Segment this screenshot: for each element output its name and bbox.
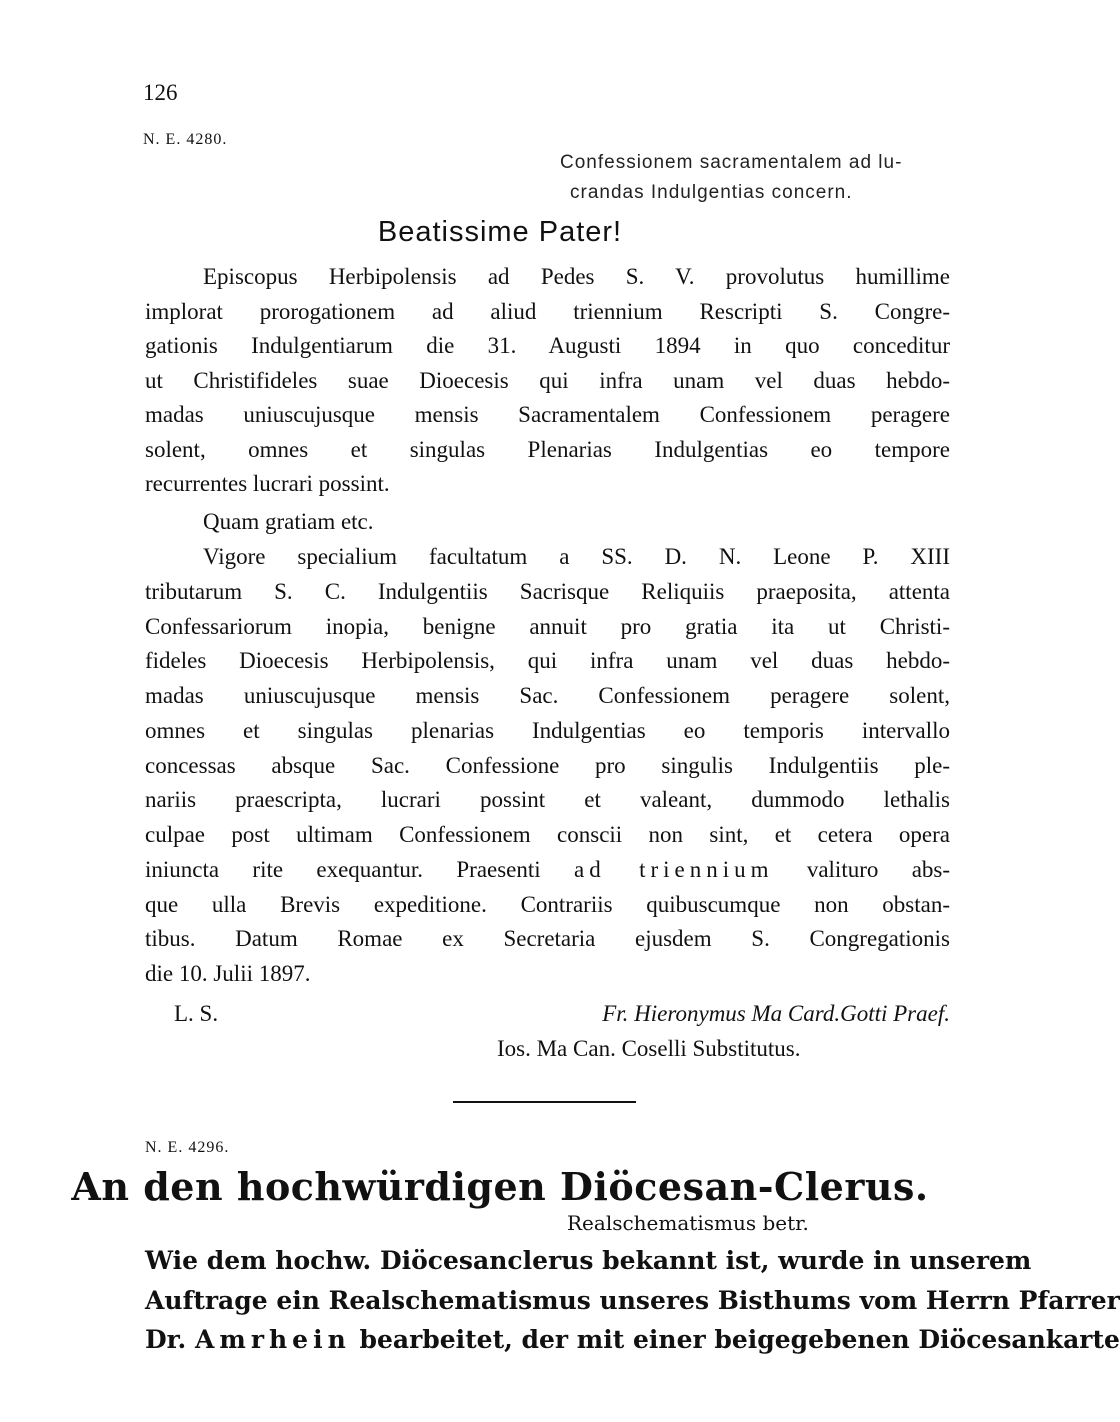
rescript-text: iniuncta rite exequantur. Praesenti (145, 857, 541, 882)
page-number: 126 (143, 80, 178, 105)
seal-mark: L. S. (174, 1001, 219, 1026)
rescript-line: tibus. Datum Romae ex Secretaria ejusdem S. Congregationis (145, 926, 950, 951)
salutation: Beatissime Pater! (377, 216, 623, 248)
body-text: Dr. (145, 1325, 187, 1354)
spaced-emphasis: triennium (639, 857, 774, 882)
rescript-line: die 10. Julii 1897. (145, 961, 311, 986)
body-line: Wie dem hochw. Diöcesanclerus bekannt ist, wurde in unserem (145, 1246, 1032, 1275)
section-divider (453, 1101, 636, 1103)
rescript-line: concessas absque Sac. Confessione pro singulis Indulgentiis ple- (145, 753, 950, 778)
rescript-line: Confessariorum inopia, benigne annuit pro gratia ita ut Christi- (145, 614, 950, 639)
subject-line: Confessionem sacramentalem ad lu- (560, 152, 903, 173)
subject-note (560, 148, 960, 208)
petition-line: recurrentes lucrari possint. (145, 471, 390, 496)
body-line (145, 1320, 1120, 1360)
petition-line: gationis Indulgentiarum die 31. Augusti 1894 in quo conceditur (145, 333, 950, 358)
petition-line: solent, omnes et singulas Plenarias Indulgentias eo tempore (145, 437, 950, 462)
body-line: Auftrage ein Realschematismus unseres Bisthums vom Herrn Pfarrer (145, 1286, 1120, 1315)
subject-note: Realschematismus betr. (567, 1211, 809, 1235)
rescript-line: nariis praescripta, lucrari possint et valeant, dummodo lethalis (145, 787, 950, 812)
subject-line: crandas Indulgentias concern. (570, 182, 853, 203)
petition-line: implorat prorogationem ad aliud triennium Rescripti S. Congre- (145, 299, 950, 324)
rescript-line (145, 853, 950, 888)
rescript-line: Vigore specialium facultatum a SS. D. N. Leone P. XIII (203, 544, 950, 569)
section-heading: An den hochwürdigen Diöcesan-Clerus. (71, 1164, 929, 1209)
rescript-line: fideles Dioecesis Herbipolensis, qui infra unam vel duas hebdo- (145, 648, 950, 673)
document-reference-number: N. E. 4296. (145, 1139, 230, 1156)
rescript-line: que ulla Brevis expeditione. Contrariis quibuscumque non obstan- (145, 892, 950, 917)
author-name: Amrhein (194, 1325, 351, 1354)
closing-formula: Quam gratiam etc. (203, 509, 374, 534)
substitute-signature: Ios. Ma Can. Coselli Substitutus. (497, 1036, 801, 1061)
petition-line: ut Christifideles suae Dioecesis qui infra unam vel duas hebdo- (145, 368, 950, 393)
rescript-line: madas uniuscujusque mensis Sac. Confessionem peragere solent, (145, 683, 950, 708)
rescript-line: tributarum S. C. Indulgentiis Sacrisque Reliquiis praeposita, attenta (145, 579, 950, 604)
rescript-text: valituro abs- (806, 857, 951, 882)
rescript-line: omnes et singulas plenarias Indulgentias eo temporis intervallo (145, 718, 950, 743)
rescript-line: culpae post ultimam Confessionem conscii non sint, et cetera opera (145, 822, 950, 847)
body-text: bearbeitet, der mit einer beigegebenen Diöcesankarte (359, 1325, 1120, 1354)
prefect-signature: Fr. Hieronymus Ma Card.Gotti Praef. (602, 1001, 950, 1026)
petition-line: madas uniuscujusque mensis Sacramentalem Confessionem peragere (145, 402, 950, 427)
petition-line: Episcopus Herbipolensis ad Pedes S. V. provolutus humillime (203, 264, 950, 289)
document-reference-number: N. E. 4280. (143, 131, 228, 148)
spaced-emphasis: ad (574, 857, 606, 882)
